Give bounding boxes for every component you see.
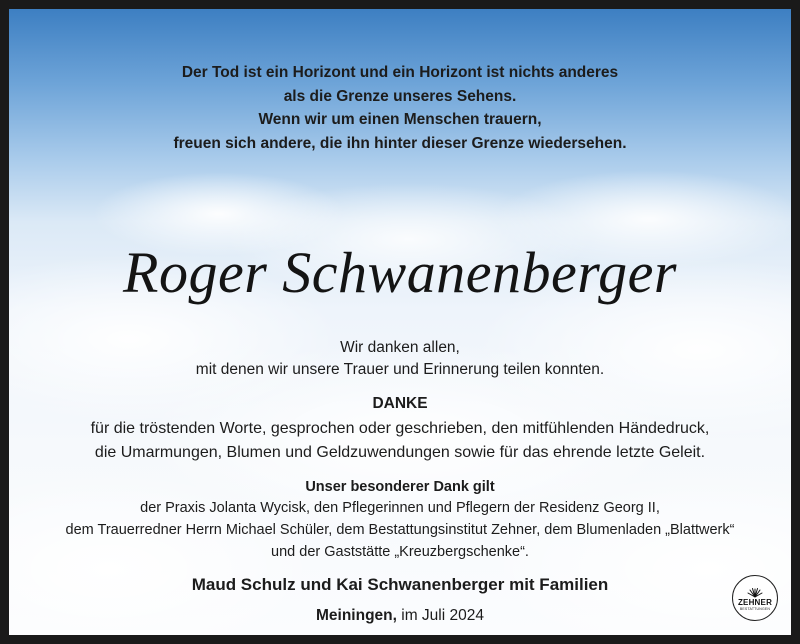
thanks-line: mit denen wir unsere Trauer und Erinnerung teilen konnten.: [195, 361, 605, 378]
funeral-home-logo: [732, 575, 778, 621]
danke-line: die Umarmungen, Blumen und Geldzuwendungen sowie für das ehrende letzte Geleit.: [94, 444, 706, 461]
flower-icon: [746, 586, 764, 598]
special-thanks-line: der Praxis Jolanta Wycisk, den Pflegerinnen und Pflegern der Residenz Georg II,: [140, 500, 660, 516]
poem-quote: [9, 61, 791, 155]
logo-subtitle: BESTATTUNGEN: [739, 606, 771, 611]
poem-line: freuen sich andere, die ihn hinter dieser Grenze wiedersehen.: [173, 134, 627, 152]
place-date: [9, 606, 791, 626]
special-thanks-line: und der Gaststätte „Kreuzbergschenke“.: [271, 544, 529, 560]
logo-brand: ZEHNER: [737, 597, 773, 607]
special-thanks-text: [9, 497, 791, 563]
danke-text: [9, 417, 791, 465]
deceased-name: Roger Schwanenberger: [123, 240, 677, 305]
danke-heading: DANKE: [372, 395, 428, 412]
danke-line: für die tröstenden Worte, gesprochen oder geschrieben, den mitfühlenden Händedruck,: [90, 420, 710, 437]
poem-line: als die Grenze unseres Sehens.: [283, 87, 517, 105]
poem-line: Der Tod ist ein Horizont und ein Horizont ist nichts anderes: [181, 64, 619, 81]
special-thanks-heading: Unser besonderer Dank gilt: [305, 479, 495, 495]
poem-line: Wenn wir um einen Menschen trauern,: [258, 111, 542, 128]
thanks-intro: [9, 337, 791, 381]
thanks-line: Wir danken allen,: [340, 339, 460, 356]
signers: Maud Schulz und Kai Schwanenberger mit Familien: [191, 575, 609, 594]
special-thanks-line: dem Trauerredner Herrn Michael Schüler, dem Bestattungsinstitut Zehner, dem Blumenladen „Blattwerk“: [65, 522, 735, 538]
place-date-text: im Juli 2024: [401, 607, 484, 624]
place-city: Meiningen,: [316, 607, 397, 624]
